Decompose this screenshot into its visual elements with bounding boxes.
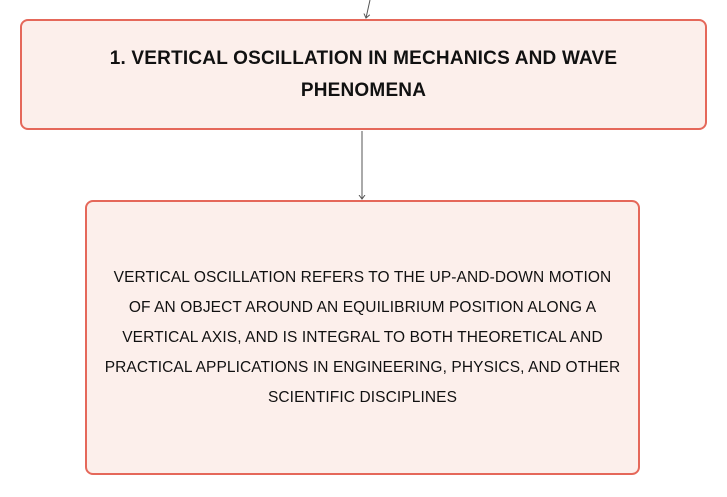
definition-node[interactable] [85,200,640,475]
title-node-text: 1. VERTICAL OSCILLATION IN MECHANICS AND WAVE PHENOMENA [109,47,618,101]
connector-parent-to-title [366,0,370,18]
title-node[interactable] [20,19,707,130]
definition-node-text: VERTICAL OSCILLATION REFERS TO THE UP-AND-DOWN MOTION OF AN OBJECT AROUND AN EQUILIBRIUM POSITION ALONG A VERTICAL AXIS, AND IS INTEGRAL TO BOTH THEORETICAL AND PRACTICAL APPLICATIONS IN ENGINEERING, PHYSICS, AND OTHER SCIENTIFIC DISCIPLINES [104,268,621,406]
